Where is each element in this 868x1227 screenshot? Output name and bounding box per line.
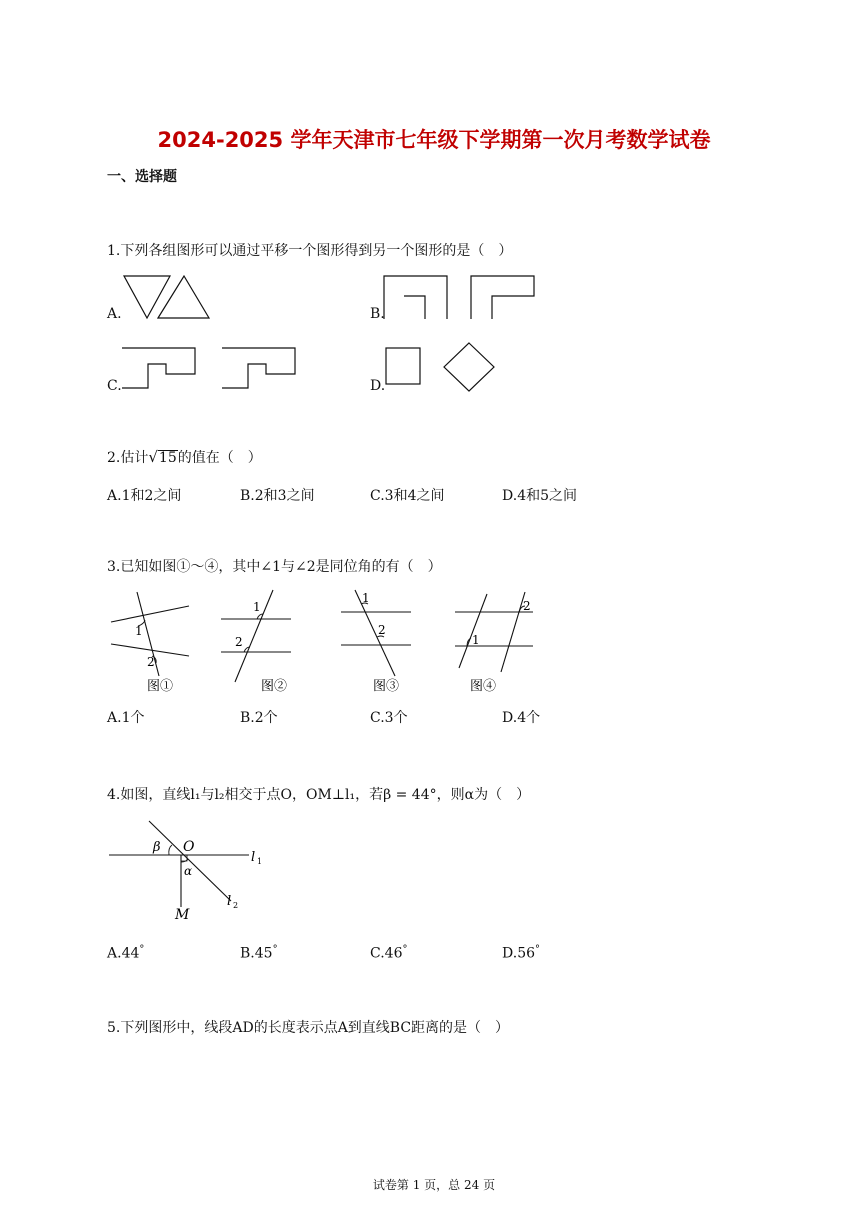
fig4-angle-1-label: 1 — [472, 633, 480, 647]
q3-figures — [105, 588, 531, 696]
q2-option-a: A.1和2之间 — [107, 488, 182, 504]
beta-label: β — [153, 840, 161, 855]
q1d-diamond — [444, 343, 494, 391]
question-5-text: 5.下列图形中，线段AD的长度表示点A到直线BC距离的是（ ） — [107, 1020, 510, 1036]
q3-figure-1 — [111, 592, 189, 694]
line-l2 — [149, 821, 231, 901]
q3-option-b: B.2个 — [240, 710, 278, 726]
section-heading: 一、选择题 — [107, 169, 177, 185]
question-2-text: 2.估计√15的值在（ ） — [107, 448, 262, 466]
q3-figure-2 — [221, 590, 291, 694]
q1-option-b-label: B. — [370, 306, 385, 322]
fig3-caption: 图③ — [373, 679, 400, 694]
point-M-label: M — [175, 907, 190, 923]
fig1-angle-2-label: 2 — [147, 655, 155, 669]
q4-option-d: D.56° — [502, 944, 541, 962]
l1-label: l — [251, 850, 256, 865]
q4-option-b: B.45° — [240, 944, 278, 962]
q3-option-d: D.4个 — [502, 710, 541, 726]
q1-option-d-figure — [380, 340, 498, 395]
q1-option-c-figure — [118, 344, 300, 392]
q1-option-c-label: C. — [107, 378, 122, 394]
fig2-caption: 图② — [261, 679, 288, 694]
q3-figure-3 — [341, 590, 411, 694]
fig1-angle-1-label: 1 — [135, 624, 143, 638]
fig2-angle-1-label: 1 — [253, 600, 261, 614]
q4-figure — [105, 815, 275, 925]
sqrt-radicand: 15 — [158, 450, 177, 466]
q3-option-c: C.3个 — [370, 710, 408, 726]
page-title: 2024-2025 学年天津市七年级下学期第一次月考数学试卷 — [157, 128, 711, 152]
fig2-angle-2-label: 2 — [235, 635, 243, 649]
q2-option-c: C.3和4之间 — [370, 488, 445, 504]
q2-option-b: B.2和3之间 — [240, 488, 315, 504]
q1-option-a-label: A. — [107, 306, 122, 322]
q1-option-a-figure — [120, 272, 215, 322]
point-O-label: O — [183, 839, 195, 855]
page-footer: 试卷第 1 页，总 24 页 — [372, 1178, 496, 1192]
fig4-caption: 图④ — [470, 679, 497, 694]
q3-option-a: A.1个 — [107, 710, 145, 726]
l2-subscript: 2 — [233, 901, 239, 910]
question-3-text: 3.已知如图①～④，其中∠1与∠2是同位角的有（ ） — [107, 559, 442, 575]
fig4-angle-2-label: 2 — [523, 599, 531, 613]
l2-label: l — [227, 894, 232, 909]
q2-option-d: D.4和5之间 — [502, 488, 578, 504]
alpha-label: α — [184, 864, 193, 878]
fig1-caption: 图① — [147, 679, 174, 694]
q4-option-c: C.46° — [370, 944, 408, 962]
fig3-angle-2-label: 2 — [378, 623, 386, 637]
q1a-upright-triangle — [158, 276, 209, 318]
q1d-square — [386, 348, 420, 384]
l1-subscript: 1 — [257, 857, 263, 866]
question-4-text: 4.如图，直线l₁与l₂相交于点O，OM⊥l₁，若β = 44°，则α为（ ） — [107, 787, 531, 803]
q1-option-b-figure — [380, 272, 540, 322]
q3-figure-4 — [455, 592, 533, 694]
question-1-text: 1.下列各组图形可以通过平移一个图形得到另一个图形的是（ ） — [107, 243, 513, 259]
q4-option-a: A.44° — [107, 944, 145, 962]
fig3-angle-1-label: 1 — [362, 591, 370, 605]
q1a-inverted-triangle — [124, 276, 170, 318]
q1-option-d-label: D. — [370, 378, 386, 394]
